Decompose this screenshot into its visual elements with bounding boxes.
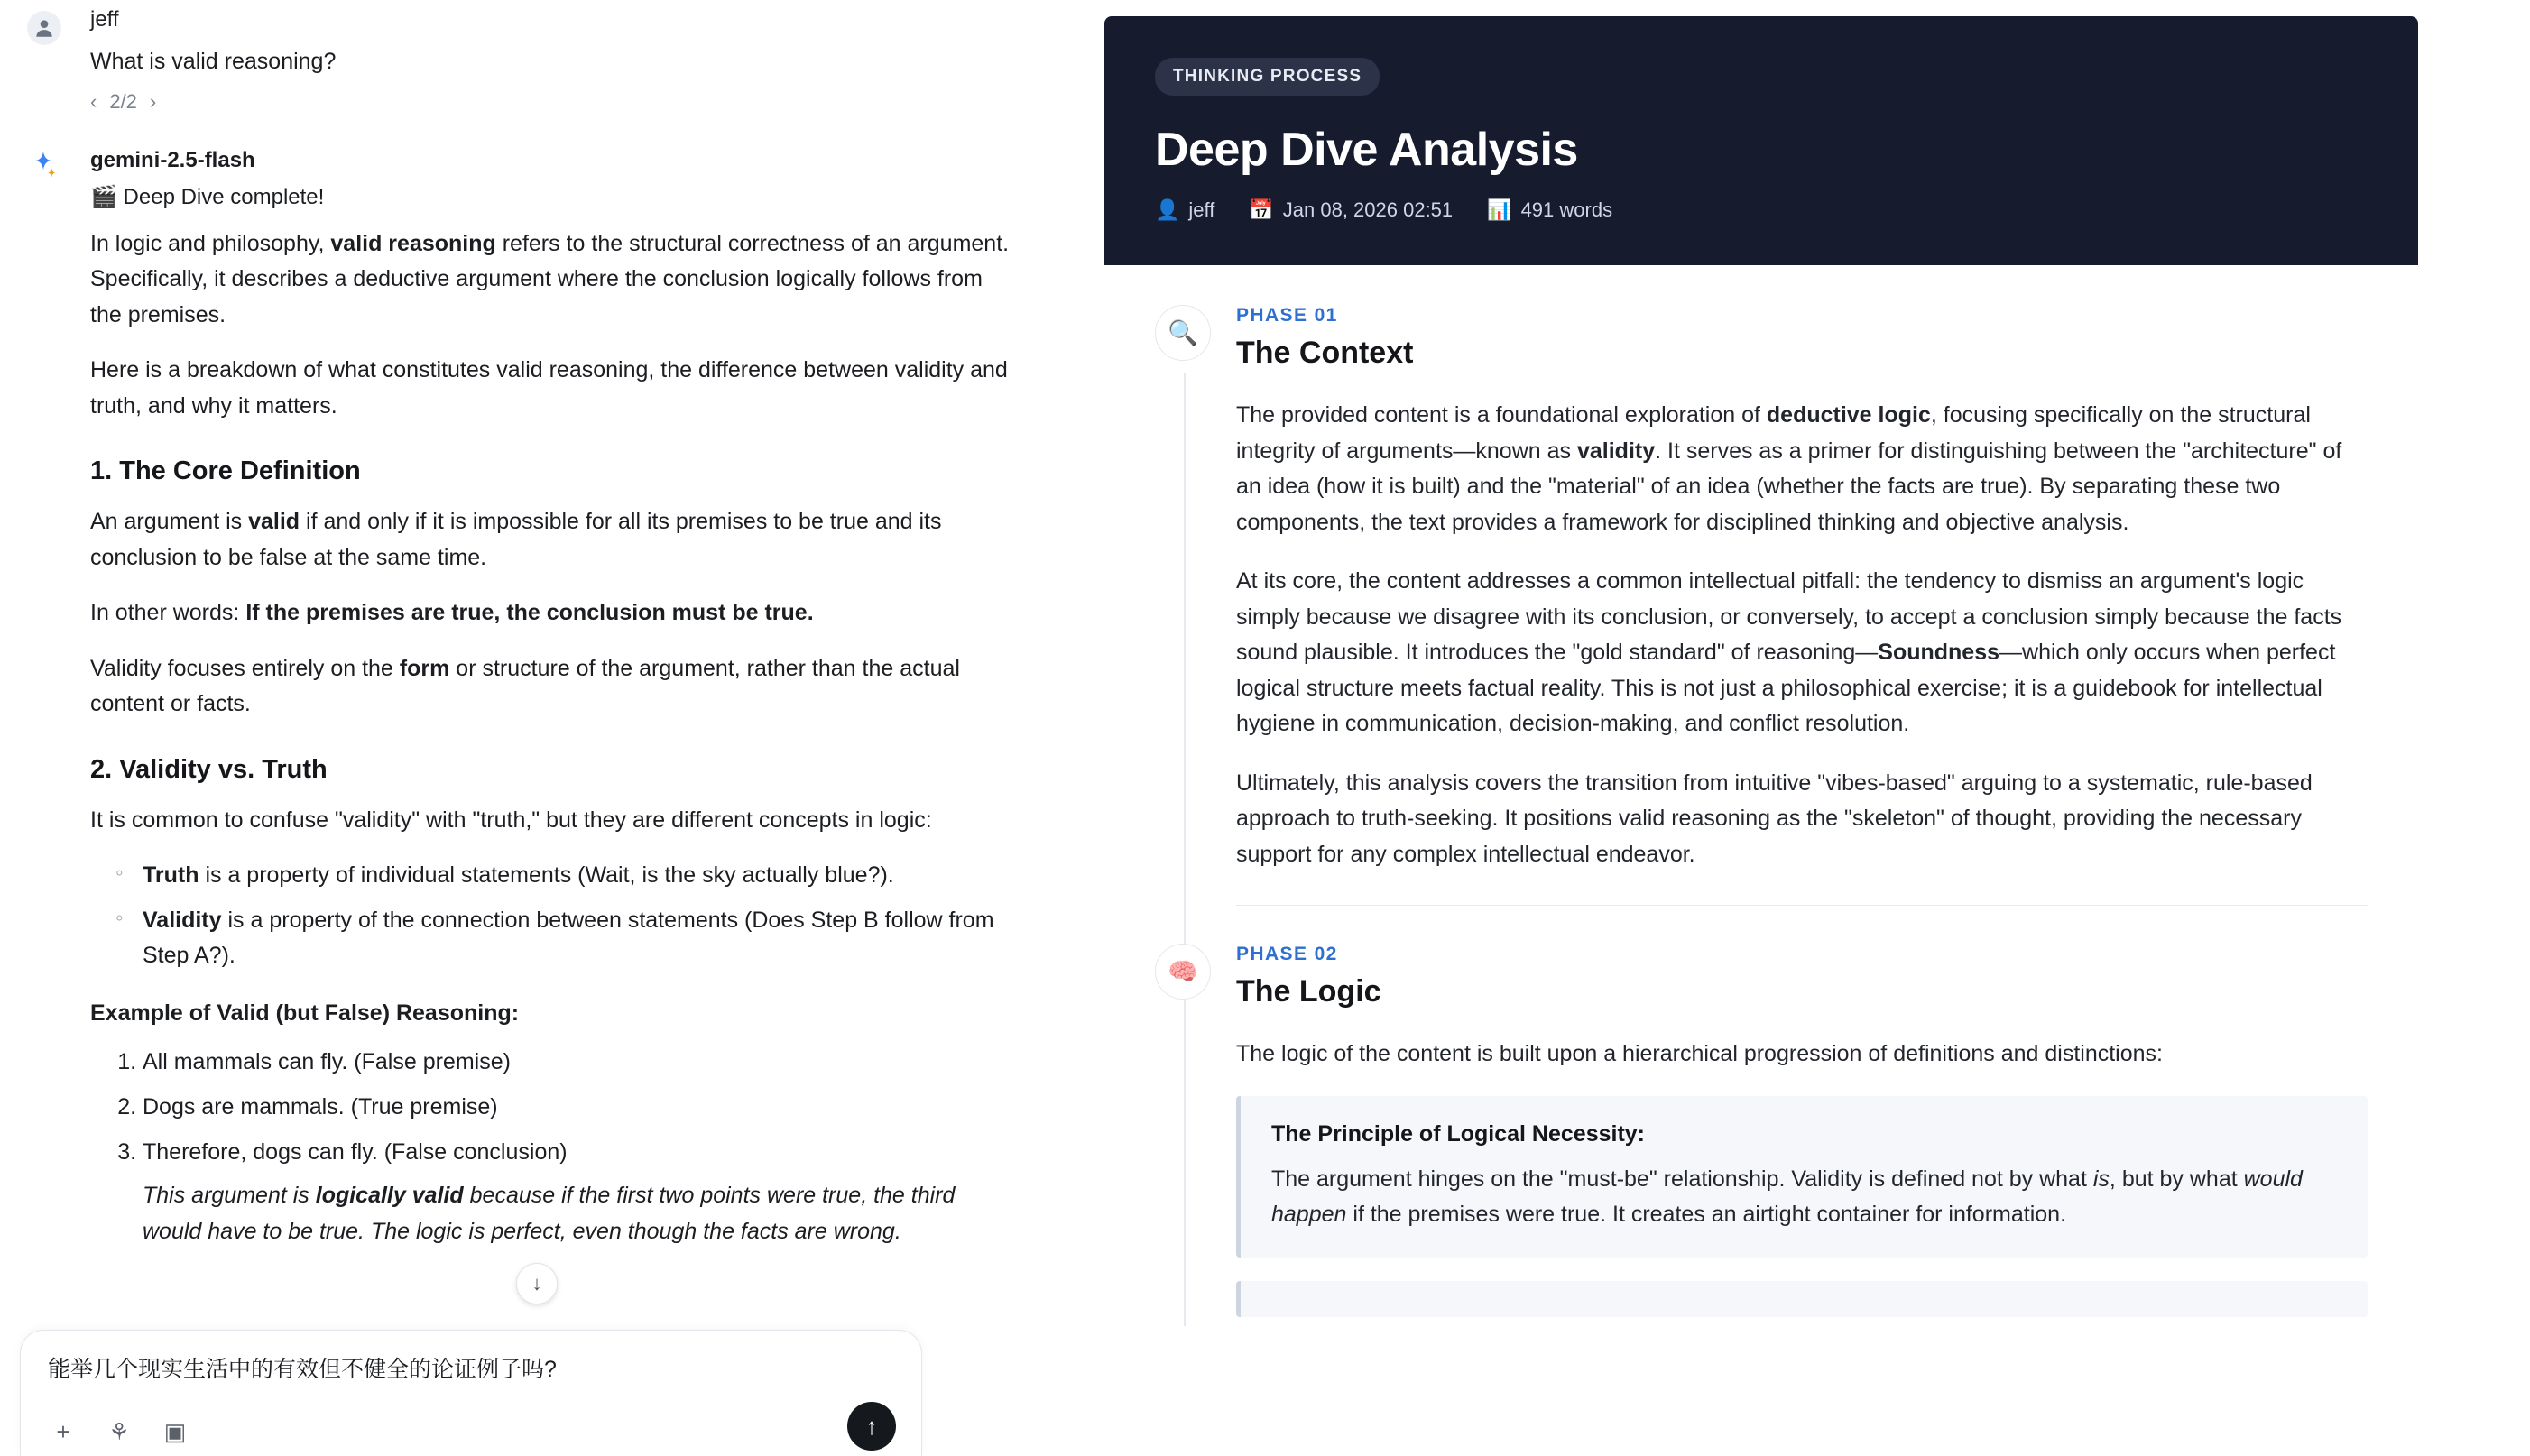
chat-pane [0,0,1092,1456]
seg: —which only occurs when perfect logical structure meets factual reality. This is not just a philosophical exercise; it is a guidebook for intellectual hygiene in communication, decision-making, and conflict resolution. [1236,640,2336,736]
note-pre: This argument is [143,1183,316,1208]
p1-pre: In logic and philosophy, [90,230,331,256]
seg: if the premises were true. It creates an airtight container for information. [1346,1201,2067,1227]
section-2-title: 2. Validity vs. Truth [90,754,328,784]
seg: . It serves as a primer for distinguishing between the "architecture" of an idea (how it is built) and the "material" of an idea (whether the facts are true). By separating these two components, the text provides a framework for disciplined thinking and objective analysis. [1236,438,2342,535]
message-composer[interactable] [20,1330,922,1456]
s1-pre: An argument is [90,509,249,534]
meta-date [1249,198,1453,222]
deep-dive-status: 🎬 Deep Dive complete! [90,184,325,209]
seg-italic: would happen [1271,1166,2303,1227]
message-input[interactable]: 能举几个现实生活中的有效但不健全的论证例子吗? [48,1357,557,1382]
meta-author-value: jeff [1188,198,1215,221]
s1l3-post: or structure of the argument, rather than the actual content or facts. [90,655,960,716]
section-1-restatement [90,595,1020,631]
send-button[interactable] [847,1402,896,1451]
calendar-icon: 📅 [1249,198,1274,221]
bullet-1-bold: Validity [143,907,222,933]
list-item [143,903,1020,974]
callout-next-partial [1236,1281,2368,1317]
s1l3-pre: Validity focuses entirely on the [90,655,400,681]
arrow-down-icon: ↓ [531,1272,542,1295]
message-pager[interactable] [90,90,1020,114]
pager-count: 2/2 [109,89,137,113]
p1-post: refers to the structural correctness of an argument. Specifically, it describes a deductive argument where the conclusion logically follows from the premises. [90,230,1010,327]
phase-02-paragraph-1: The logic of the content is built upon a hierarchical progression of definitions and distinctions: [1236,1041,2163,1066]
bullet-1-rest: is a property of the connection between statements (Does Step B follow from Step A?). [143,907,994,968]
example-title: Example of Valid (but False) Reasoning: [90,1000,520,1026]
magnifier-icon: 🔍 [1155,305,1211,361]
chart-icon: 📊 [1487,198,1512,221]
phase-02-title: The Logic [1236,974,1381,1009]
meta-author [1155,198,1214,222]
assistant-message [90,139,1020,1250]
note-bold: logically valid [315,1183,464,1208]
section-divider [1236,905,2368,906]
list-item: 2. Dogs are mammals. (True premise) [143,1089,1020,1125]
example-item-3-text: Therefore, dogs can fly. (False conclusion) [143,1139,568,1165]
seg-bold: deductive logic [1766,402,1931,428]
user-name: jeff [90,7,119,32]
pager-prev-icon[interactable]: ‹ [90,89,97,113]
add-attachment-button[interactable]: + [56,1417,70,1445]
validity-truth-bullets [90,858,1020,974]
chat-scroll-area[interactable] [0,0,1092,1335]
seg-italic: is [2092,1166,2110,1192]
example-note [143,1177,1020,1249]
list-item: 1. All mammals can fly. (False premise) [143,1044,1020,1080]
pager-next-icon[interactable]: › [149,89,157,113]
section-1-definition [90,504,1020,576]
phase-section-01 [1155,305,2368,906]
arrow-up-icon: ↑ [865,1412,878,1440]
brain-icon: 🧠 [1155,944,1211,1000]
callout-title: The Principle of Logical Necessity: [1271,1120,1646,1147]
note-post: because if the first two points were true, the third would have to be true. The logic is perfect, even though the facts are wrong. [143,1183,956,1244]
artifact-pane [1092,0,2530,1456]
seg: The provided content is a foundational exploration of [1236,402,1767,428]
bullet-0-rest: is a property of individual statements (Wait, is the sky actually blue?). [199,862,894,888]
seg-bold: validity [1576,438,1656,464]
page-title: Deep Dive Analysis [1155,124,1578,176]
list-item [143,1134,1020,1249]
phase-01-paragraph-1 [1236,398,2368,540]
artifact-meta [1155,198,2368,222]
example-list [90,1044,1020,1249]
artifact-card [1104,16,2418,1326]
list-item [143,858,1020,894]
user-message [90,0,1020,114]
phase-01-paragraph-3: Ultimately, this analysis covers the transition from intuitive "vibes-based" arguing to a systematic, rule-based approach to truth-seeking. It positions valid reasoning as the "skeleton" of thought, providing the necessary support for any complex intellectual endeavor. [1236,769,2313,867]
meta-word-count-value: 491 words [1520,198,1613,221]
seg: At its core, the content addresses a common intellectual pitfall: the tendency to dismiss an argument's logic simply because we disagree with its conclusion, or conversely, to accept a conclusion simply because the facts sound plausible. It introduces the "gold standard" of reasoning— [1236,568,2342,665]
gemini-sparkle-icon [25,146,61,182]
phase-01-paragraph-2 [1236,564,2368,742]
s1-bold: valid [248,509,300,534]
s1l3-bold: form [399,655,450,681]
artifact-header [1104,16,2418,265]
s1l2-bold: If the premises are true, the conclusion must be true. [245,600,814,625]
seg: The argument hinges on the "must-be" relationship. Validity is defined not by what [1271,1166,2093,1192]
bullet-0-bold: Truth [143,862,199,888]
model-name: gemini-2.5-flash [90,147,255,172]
phase-02-label: PHASE 02 [1236,944,1338,964]
seg: , but by what [2109,1166,2244,1192]
section-1-title: 1. The Core Definition [90,456,361,485]
phase-01-title: The Context [1236,336,1414,370]
seg: , focusing specifically on the structural integrity of arguments—known as [1236,402,2311,464]
tools-button[interactable]: ⚘ [108,1417,130,1445]
meta-date-value: Jan 08, 2026 02:51 [1282,198,1454,221]
artifact-body [1104,265,2418,1317]
assistant-paragraph-2: Here is a breakdown of what constitutes valid reasoning, the difference between validity and truth, and why it matters. [90,357,1008,419]
scroll-to-bottom-button[interactable] [516,1263,558,1304]
p1-bold: valid reasoning [330,230,496,256]
person-avatar-icon [27,11,61,45]
s1-post: if and only if it is impossible for all its premises to be true and its conclusion to be false at the same time. [90,509,942,570]
seg-bold: Soundness [1878,640,2000,665]
canvas-button[interactable]: ▣ [163,1417,187,1445]
assistant-paragraph-1 [90,226,1020,334]
meta-word-count [1487,198,1612,222]
s1l2-pre: In other words: [90,600,246,625]
section-2-intro: It is common to confuse "validity" with "truth," but they are different concepts in logic: [90,806,932,833]
status-badge: THINKING PROCESS [1155,58,1380,96]
section-1-form-note [90,651,1020,723]
callout-logical-necessity [1236,1096,2368,1258]
composer-toolbar [48,1416,190,1447]
person-icon: 👤 [1155,198,1180,221]
phase-01-label: PHASE 01 [1236,305,1338,326]
user-message-text: What is valid reasoning? [90,49,337,74]
callout-text [1271,1162,2337,1232]
phase-section-02 [1155,944,2368,1317]
